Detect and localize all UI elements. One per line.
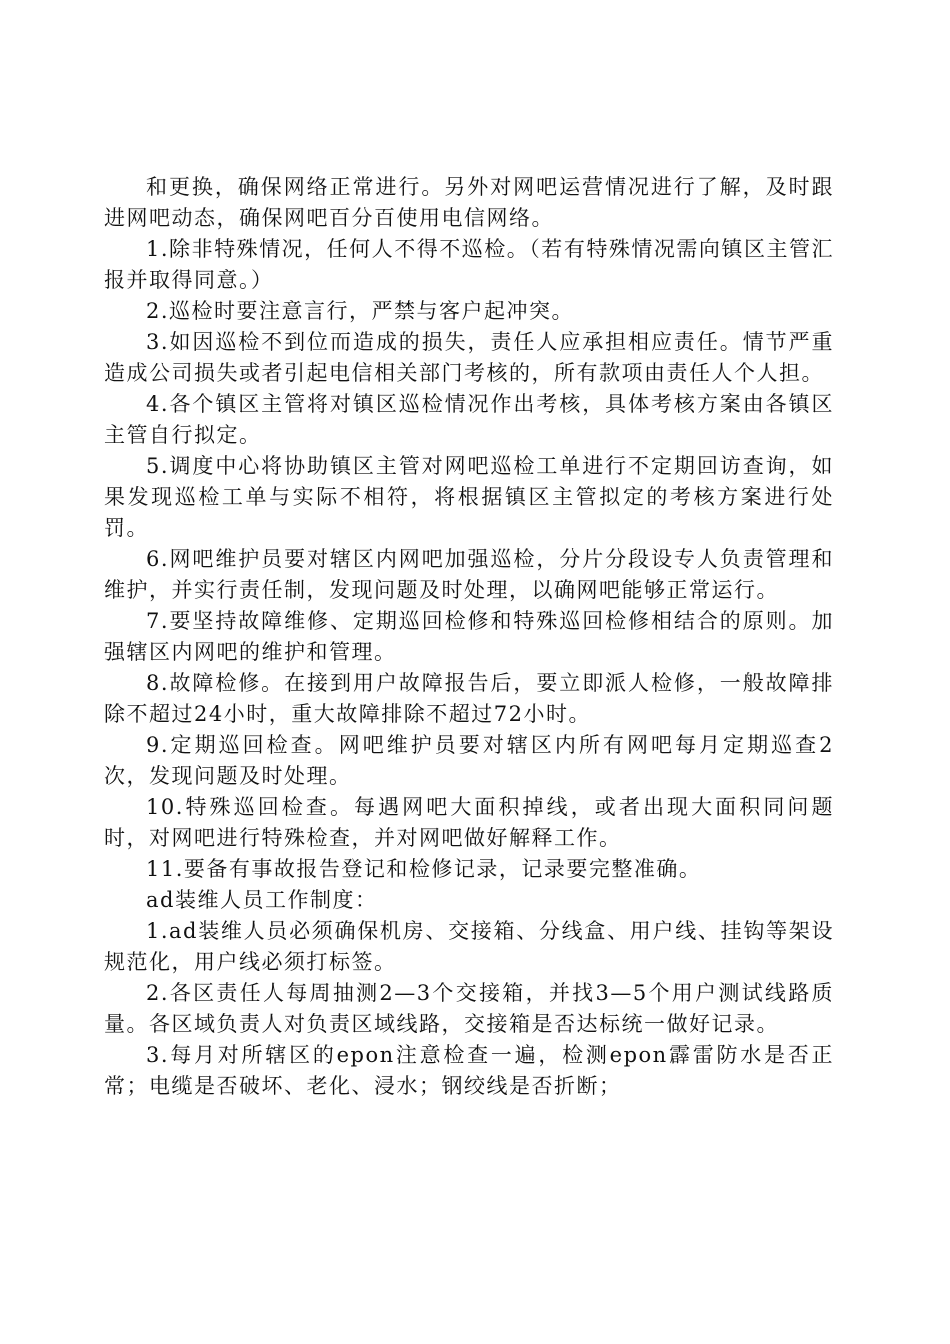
rule-item-2: 2.巡检时要注意言行，严禁与客户起冲突。	[146, 299, 575, 323]
rule-item-3: 3.如因巡检不到位而造成的损失，责任人应承担相应责任。情节严重造成公司损失或者引起电信相关部门考核的，所有款项由责任人个人担。	[104, 330, 834, 385]
rule-item-7: 7.要坚持故障维修、定期巡回检修和特殊巡回检修相结合的原则。加强辖区内网吧的维护和管理。	[104, 609, 834, 664]
rule-item-11: 11.要备有事故报告登记和检修记录，记录要完整准确。	[146, 857, 702, 881]
rule-item-8: 8.故障检修。在接到用户故障报告后，要立即派人检修，一般故障排除不超过24小时，重大故障排除不超过72小时。	[104, 671, 834, 726]
rule-item-9: 9.定期巡回检查。网吧维护员要对辖区内所有网吧每月定期巡查2次，发现问题及时处理。	[104, 733, 834, 788]
rule-item-5: 5.调度中心将协助镇区主管对网吧巡检工单进行不定期回访查询，如果发现巡检工单与实际不相符，将根据镇区主管拟定的考核方案进行处罚。	[104, 454, 834, 540]
rule-item-10: 10.特殊巡回检查。每遇网吧大面积掉线，或者出现大面积同问题时，对网吧进行特殊检查，并对网吧做好解释工作。	[104, 795, 834, 850]
ad-rule-item-1: 1.ad装维人员必须确保机房、交接箱、分线盒、用户线、挂钩等架设规范化，用户线必须打标签。	[104, 919, 834, 974]
rule-item-1: 1.除非特殊情况，任何人不得不巡检。（若有特殊情况需向镇区主管汇报并取得同意。）	[104, 237, 834, 292]
rule-item-6: 6.网吧维护员要对辖区内网吧加强巡检，分片分段设专人负责管理和维护，并实行责任制，发现问题及时处理，以确网吧能够正常运行。	[104, 547, 834, 602]
ad-rule-item-2: 2.各区责任人每周抽测2—3个交接箱，并找3—5个用户测试线路质量。各区域负责人对负责区域线路，交接箱是否达标统一做好记录。	[104, 981, 834, 1036]
section-heading: ad装维人员工作制度：	[146, 888, 378, 912]
document-body	[104, 172, 834, 1102]
ad-rule-item-3: 3.每月对所辖区的epon注意检查一遍，检测epon霹雷防水是否正常；电缆是否破坏、老化、浸水；钢绞线是否折断；	[104, 1043, 834, 1098]
rule-item-4: 4.各个镇区主管将对镇区巡检情况作出考核，具体考核方案由各镇区主管自行拟定。	[104, 392, 834, 447]
paragraph-continuation: 和更换，确保网络正常进行。另外对网吧运营情况进行了解，及时跟进网吧动态，确保网吧百分百使用电信网络。	[104, 175, 834, 230]
